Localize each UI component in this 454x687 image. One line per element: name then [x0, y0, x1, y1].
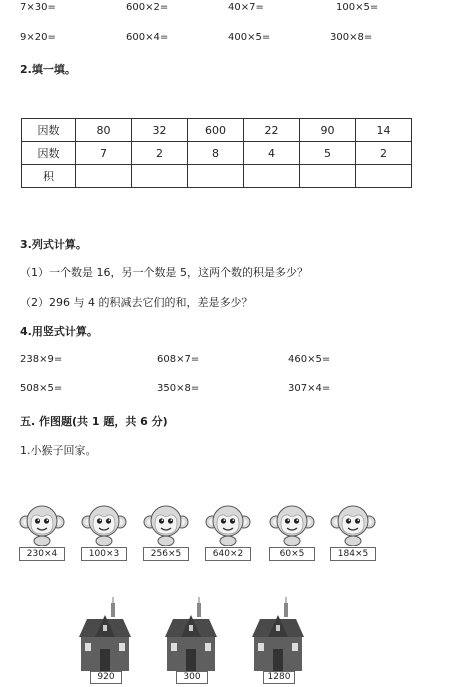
- calc-item: 307×4=: [288, 383, 331, 394]
- q2-title: 2.填一填。: [20, 63, 76, 76]
- table-row: [22, 142, 412, 165]
- table-cell: 5: [300, 142, 356, 165]
- house-number: 300: [176, 671, 208, 684]
- house-number: 920: [90, 671, 122, 684]
- monkey-icon: [269, 500, 315, 546]
- calc-item: 40×7=: [228, 2, 264, 13]
- calc-item: 350×8=: [157, 383, 200, 394]
- house-icon: [163, 597, 219, 671]
- answer-cell[interactable]: [244, 165, 300, 188]
- table-cell: 32: [132, 119, 188, 142]
- monkey-expression: 230×4: [19, 547, 65, 561]
- q5-title: 1.小猴子回家。: [20, 444, 97, 457]
- house-number: 1280: [263, 671, 295, 684]
- calc-item: 100×5=: [336, 2, 379, 13]
- monkey-expression: 256×5: [143, 547, 189, 561]
- monkey-icon: [205, 500, 251, 546]
- house-icon: [250, 597, 306, 671]
- monkey-card[interactable]: [143, 500, 189, 560]
- monkey-card[interactable]: [205, 500, 251, 560]
- table-cell: 90: [300, 119, 356, 142]
- monkey-card[interactable]: [19, 500, 65, 560]
- calc-item: 460×5=: [288, 354, 331, 365]
- table-cell: 8: [188, 142, 244, 165]
- monkey-card[interactable]: [330, 500, 376, 560]
- row-label: 积: [22, 165, 76, 188]
- house-card[interactable]: [163, 597, 219, 683]
- calc-item: 508×5=: [20, 383, 63, 394]
- answer-cell[interactable]: [188, 165, 244, 188]
- table-cell: 14: [356, 119, 412, 142]
- monkey-card[interactable]: [81, 500, 127, 560]
- table-cell: 22: [244, 119, 300, 142]
- q4-title: 4.用竖式计算。: [20, 325, 98, 338]
- monkey-expression: 100×3: [81, 547, 127, 561]
- table-cell: 2: [356, 142, 412, 165]
- table-cell: 4: [244, 142, 300, 165]
- house-icon: [77, 597, 133, 671]
- table-cell: 2: [132, 142, 188, 165]
- monkey-expression: 640×2: [205, 547, 251, 561]
- monkey-icon: [81, 500, 127, 546]
- q3-item: （2）296 与 4 的积减去它们的和，差是多少？: [20, 296, 253, 309]
- row-label: 因数: [22, 142, 76, 165]
- table-cell: 80: [76, 119, 132, 142]
- house-card[interactable]: [77, 597, 133, 683]
- row-label: 因数: [22, 119, 76, 142]
- section5-title: 五. 作图题(共 1 题，共 6 分): [20, 415, 168, 428]
- monkey-expression: 60×5: [269, 547, 315, 561]
- calc-item: 9×20=: [20, 32, 56, 43]
- q3-item: （1）一个数是 16，另一个数是 5，这两个数的积是多少？: [20, 266, 308, 279]
- calc-item: 600×2=: [126, 2, 169, 13]
- table-cell: 7: [76, 142, 132, 165]
- calc-item: 600×4=: [126, 32, 169, 43]
- monkey-card[interactable]: [269, 500, 315, 560]
- monkey-expression: 184×5: [330, 547, 376, 561]
- calc-item: 238×9=: [20, 354, 63, 365]
- monkey-icon: [143, 500, 189, 546]
- calc-item: 7×30=: [20, 2, 56, 13]
- monkey-icon: [19, 500, 65, 546]
- house-card[interactable]: [250, 597, 306, 683]
- q3-title: 3.列式计算。: [20, 238, 87, 251]
- answer-cell[interactable]: [132, 165, 188, 188]
- table-row: [22, 119, 412, 142]
- calc-item: 300×8=: [330, 32, 373, 43]
- factor-table: [21, 118, 412, 188]
- table-row: [22, 165, 412, 188]
- calc-item: 400×5=: [228, 32, 271, 43]
- monkey-icon: [330, 500, 376, 546]
- answer-cell[interactable]: [300, 165, 356, 188]
- answer-cell[interactable]: [76, 165, 132, 188]
- table-cell: 600: [188, 119, 244, 142]
- calc-item: 608×7=: [157, 354, 200, 365]
- answer-cell[interactable]: [356, 165, 412, 188]
